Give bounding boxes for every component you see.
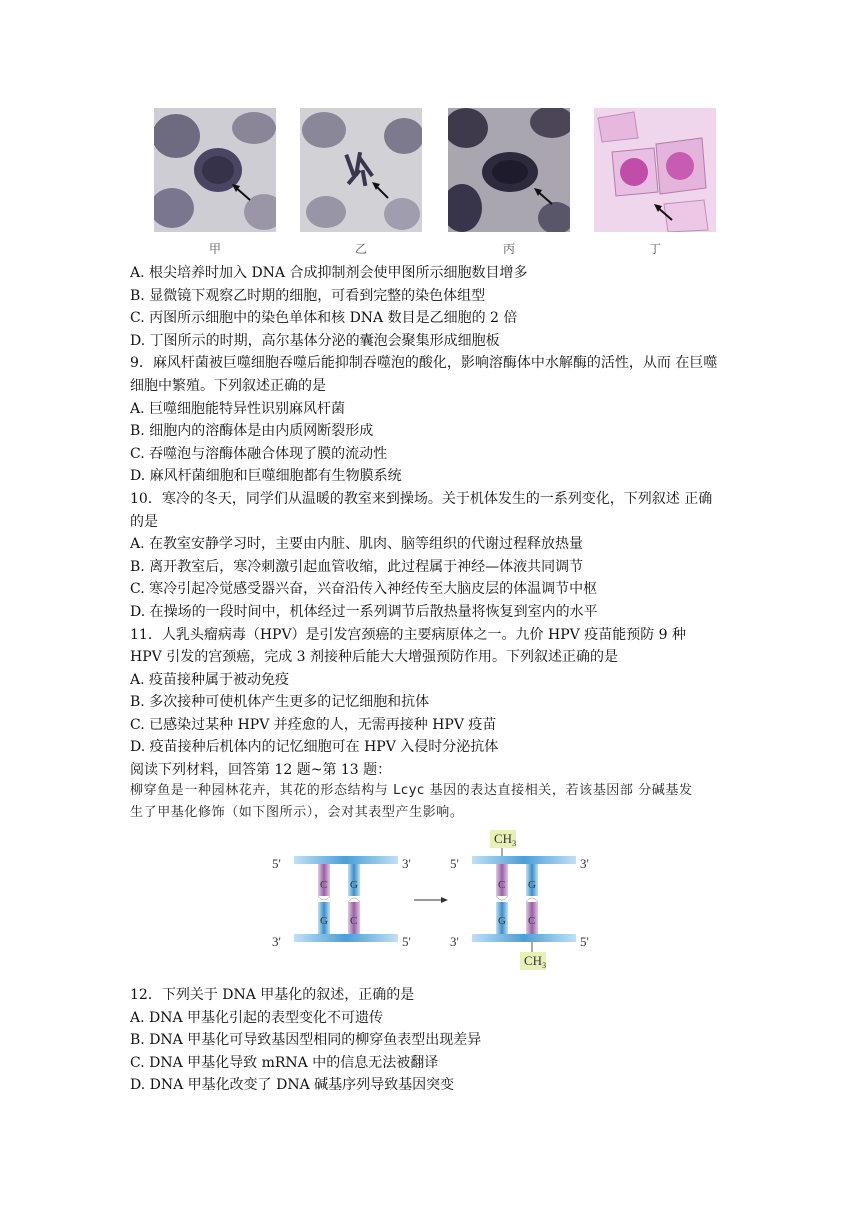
q11-option-b: B. 多次接种可使机体产生更多的记忆细胞和抗体: [130, 694, 430, 711]
strand-end-label: 3': [402, 856, 411, 871]
micrograph-label: 丁: [648, 242, 661, 256]
base-label: G: [350, 879, 358, 891]
q9-stem: 9．麻风杆菌被巨噬细胞吞噬后能抑制吞噬泡的酸化，影响溶酶体中水解酶的活性，从而 在巨噬: [130, 355, 718, 372]
q12-option-a: A. DNA 甲基化引起的表型变化不可遗传: [130, 1009, 384, 1026]
transform-arrow: [414, 897, 448, 903]
dna-strand: [294, 856, 398, 864]
q11-stem: HPV 引发的宫颈癌，完成 3 剂接种后能大大增强预防作用。下列叙述正确的是: [130, 649, 618, 666]
q11-option-d: D. 疫苗接种后机体内的记忆细胞可在 HPV 入侵时分泌抗体: [130, 739, 499, 756]
methyl-label: $CH_3$: [494, 831, 517, 848]
q9-option-d: D. 麻风杆菌细胞和巨噬细胞都有生物膜系统: [130, 468, 402, 485]
strand-end-label: 5': [450, 856, 459, 871]
dna-after: [450, 830, 589, 970]
strand-end-label: 3': [450, 934, 459, 949]
micrograph-yi: [300, 108, 422, 232]
micrograph-ding: [594, 108, 716, 232]
methyl-label: $CH_3$: [524, 953, 547, 970]
q10-stem: 10．寒冷的冬天，同学们从温暖的教室来到操场。关于机体发生的一系列变化，下列叙述 正确: [130, 490, 713, 507]
micrograph-bing: [448, 108, 570, 232]
question-12: [130, 984, 740, 1097]
dna-before: [272, 856, 411, 949]
q12-option-c: C. DNA 甲基化导致 mRNA 中的信息无法被翻译: [130, 1054, 439, 1071]
q10-option-d: D. 在操场的一段时间中，机体经过一系列调节后散热量将恢复到室内的水平: [130, 603, 598, 620]
micrograph-jia: [154, 108, 276, 232]
dna-methylation-diagram: [268, 826, 598, 982]
dna-strand: [472, 934, 576, 942]
q12-option-b: B. DNA 甲基化可导致基因型相同的柳穿鱼表型出现差异: [130, 1032, 482, 1049]
dna-strand: [472, 856, 576, 864]
q10-option-a: A. 在教室安静学习时，主要由内脏、肌肉、脑等组织的代谢过程释放热量: [130, 536, 584, 553]
reading-intro: 阅读下列材料，回答第 12 题~第 13 题：: [130, 762, 392, 779]
q9-option-c: C. 吞噬泡与溶酶体融合体现了膜的流动性: [130, 445, 388, 462]
q10-stem: 的是: [130, 513, 158, 530]
q11-option-a: A. 疫苗接种属于被动免疫: [130, 671, 290, 688]
material-line: 生了甲基化修饰（如下图所示），会对其表型产生影响。: [130, 805, 464, 820]
q9-option-b: B. 细胞内的溶酶体是由内质网断裂形成: [130, 423, 374, 440]
q9-option-a: A. 巨噬细胞能特异性识别麻风杆菌: [130, 400, 346, 417]
micrograph-label: 乙: [354, 242, 367, 256]
micrograph-label: 甲: [208, 242, 221, 256]
q10-option-b: B. 离开教室后，寒冷刺激引起血管收缩，此过程属于神经—体液共同调节: [130, 558, 584, 575]
base-label: G: [320, 915, 328, 927]
base-label: C: [320, 879, 328, 891]
q11-option-c: C. 已感染过某种 HPV 并痊愈的人，无需再接种 HPV 疫苗: [130, 716, 497, 733]
strand-end-label: 3': [272, 934, 281, 949]
micrograph-label: 丙: [502, 242, 515, 256]
questions-8-11: [130, 262, 740, 782]
q12-option-d: D. DNA 甲基化改变了 DNA 碱基序列导致基因突变: [130, 1077, 455, 1094]
q10-option-c: C. 寒冷引起冷觉感受器兴奋，兴奋沿传入神经传至大脑皮层的体温调节中枢: [130, 581, 598, 598]
q9-stem: 细胞中繁殖。下列叙述正确的是: [130, 377, 326, 394]
q8-option-c: C. 丙图所示细胞中的染色单体和核 DNA 数目是乙细胞的 2 倍: [130, 310, 518, 327]
base-label: C: [350, 915, 358, 927]
dna-strand: [294, 934, 398, 942]
base-label: G: [528, 879, 536, 891]
reading-material: [130, 780, 750, 824]
strand-end-label: 5': [580, 934, 589, 949]
q11-stem: 11．人乳头瘤病毒（HPV）是引发宫颈癌的主要病原体之一。九价 HPV 疫苗能预防 9 种: [130, 626, 686, 643]
q8-option-d: D. 丁图所示的时期，高尔基体分泌的囊泡会聚集形成细胞板: [130, 332, 500, 349]
base-label: C: [528, 915, 536, 927]
material-line: 柳穿鱼是一种园林花卉，其花的形态结构与 Lcyc 基因的表达直接相关，若该基因部 分碱基发: [130, 783, 693, 798]
q8-option-a: A. 根尖培养时加入 DNA 合成抑制剂会使甲图所示细胞数目增多: [130, 265, 528, 281]
base-label: G: [498, 915, 506, 927]
base-label: C: [498, 879, 506, 891]
strand-end-label: 5': [402, 934, 411, 949]
strand-end-label: 5': [272, 856, 281, 871]
micrograph-row: [150, 108, 720, 258]
q12-stem: 12．下列关于 DNA 甲基化的叙述，正确的是: [130, 987, 415, 1003]
strand-end-label: 3': [580, 856, 589, 871]
q8-option-b: B. 显微镜下观察乙时期的细胞，可看到完整的染色体组型: [130, 287, 486, 304]
